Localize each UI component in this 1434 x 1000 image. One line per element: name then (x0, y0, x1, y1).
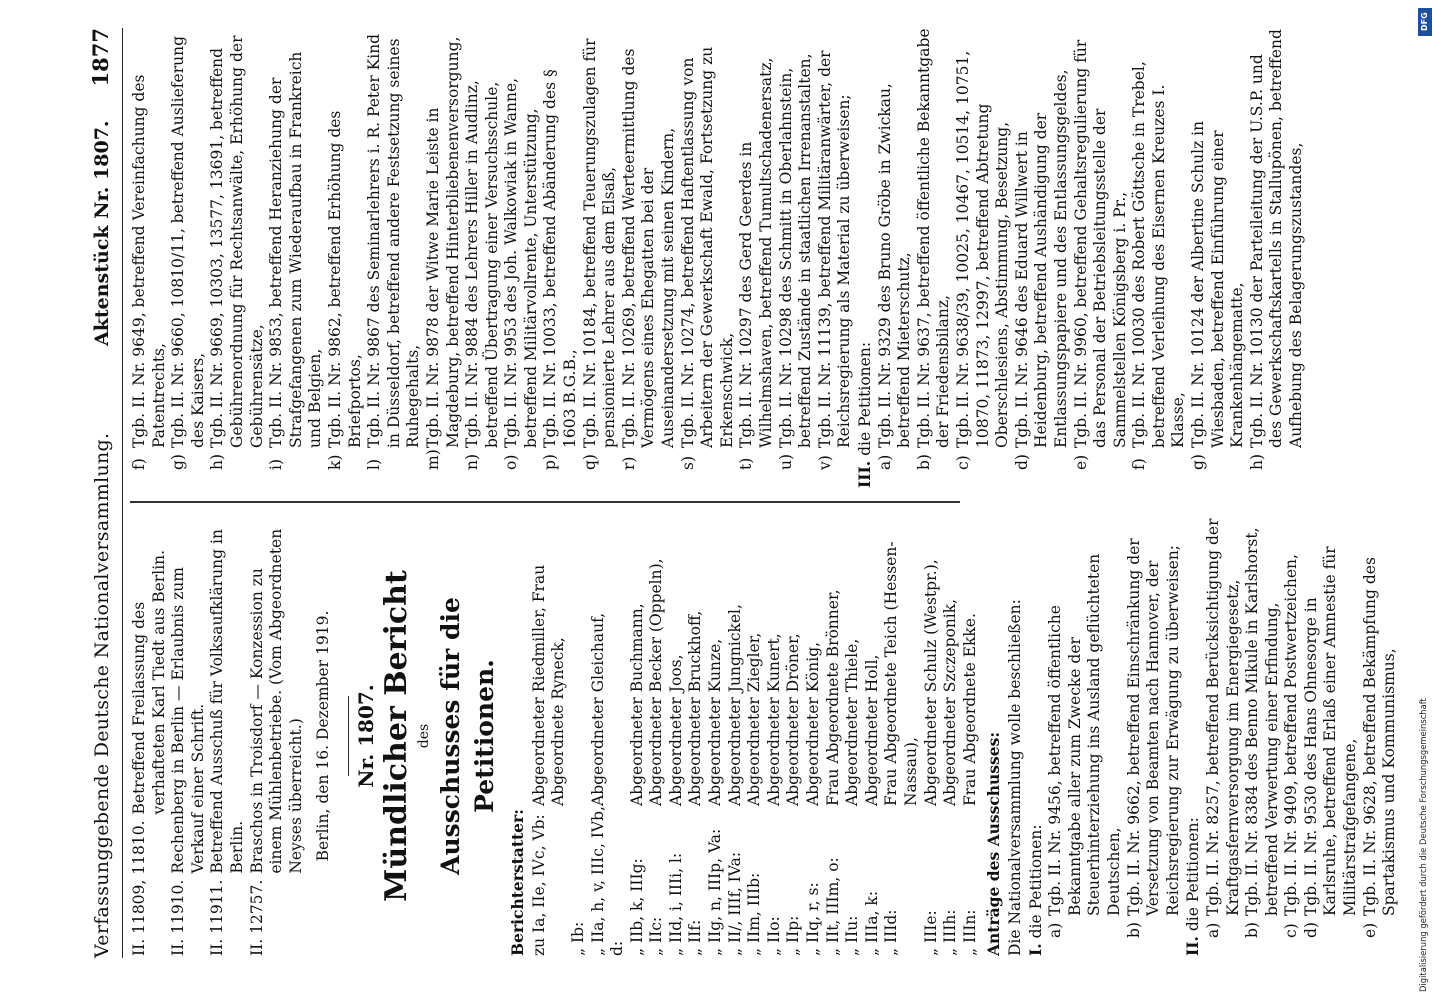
berichterstatter-row (843, 516, 863, 956)
reporter-code: „ II/, IIIf, IVa: (725, 851, 744, 956)
item-letter: l) (365, 458, 384, 470)
item-letter: s) (678, 455, 697, 470)
item-letter: f) (1130, 458, 1149, 470)
section-1-heading: I. die Petitionen: (1025, 824, 1045, 956)
item-letter: t) (737, 457, 756, 470)
berichterstatter-row (961, 516, 981, 956)
report-title: Mündlicher Bericht (378, 570, 414, 902)
reporter-code: „ IIq, r, s: (804, 882, 823, 956)
list-item (737, 28, 776, 470)
berichterstatter-row (647, 516, 667, 956)
item-letter: d) (1301, 922, 1320, 938)
list-item (541, 28, 580, 470)
section-2-heading: II. die Petitionen: (1183, 817, 1203, 956)
berichterstatter-row (726, 516, 746, 956)
item-text: Tgb. II. Nr. 10297 des Gerd Geerdes in Wilhelmshaven, betreffend Tumultschadenersatz, (737, 57, 775, 448)
item-letter: u) (776, 453, 795, 470)
header-title: Verfassunggebende Deutsche Nationalversammlung. (91, 432, 113, 958)
item-text: Tgb. II. Nr. 9953 des Joh. Walkowiak in Wanne, betreffend Militärvollrente, Unterstützung, (502, 77, 540, 448)
item-text: Tgb. II. Nr. 9669, 10303, 13577, 13691, betreffend Gebührenordnung für Rechtsanwälte, Erhöhung der Gebührensätze, (208, 35, 266, 448)
reporter-code: „ Ib: (568, 921, 587, 956)
item-text: Tgb. II. Nr. 9878 der Witwe Marie Leiste in Magdeburg, betreffend Hinterbliebenenversorgung, (423, 36, 462, 448)
item-letter: b) (914, 454, 933, 470)
column-divider (130, 502, 960, 504)
list-item (424, 28, 463, 470)
list-item (954, 28, 1013, 470)
item-letter: v) (815, 455, 834, 470)
page-number: 1877 (88, 28, 113, 87)
berichterstatter-row (589, 516, 628, 956)
reporter-code: „ IIb, k, IIIg: (627, 858, 646, 956)
list-item (169, 28, 208, 470)
reporter-name: Frau Abgeordnete Teich (Hessen-Nassau), (882, 541, 920, 806)
reporter-name: Abgeordneter Schulz (Westpr.), (921, 559, 940, 806)
reporter-code: zu Ia, IIe, IVc, Vb: (529, 814, 548, 956)
list-item (502, 28, 541, 470)
list-item (1125, 516, 1184, 938)
item-text: Tgb. II. Nr. 9884 des Lehrers Hiller in Audlinz, betreffend Übertragung einer Versuchsschule, (463, 80, 501, 448)
item-text: Tgb. II. Nr. 9530 des Hans Ohnesorge in Karlsruhe, betreffend Erlaß einer Amnestie für Militärstrafgefangene, (1301, 546, 1360, 916)
reporter-name: Abgeordneter Thiele, (843, 638, 862, 806)
berichterstatter-row (804, 516, 824, 956)
item-letter: k) (325, 454, 344, 470)
list-item (1243, 516, 1282, 938)
item-text: Tgb. II. Nr. 9637, betreffend öffentliche Bekanntgabe der Friedensbilanz, (914, 28, 953, 448)
item-text: Tgb. II. Nr. 9638/39, 10025, 10467, 10514, 10751, 10870, 11873, 12997, betreffend Abtretung Oberschlesiens, Abstimmung, Besetzung, (953, 50, 1012, 448)
item-text: Tgb. II. Nr. 9660, 10810/11, betreffend Auslieferung des Kaisers, (169, 35, 207, 448)
document-number: Nr. 1807. (353, 684, 378, 788)
item-letter: c) (1282, 923, 1301, 938)
item-letter: r) (619, 456, 638, 470)
item-text: Tgb. II. Nr. 9456, betreffend öffentliche Bekanntgabe aller zum Zwecke der Steuerhinterziehung ins Ausland geflüchteten Deutschen, (1046, 553, 1123, 916)
berichterstatter-list (530, 516, 981, 956)
list-item (876, 28, 915, 470)
item-letter: e) (1360, 922, 1379, 938)
berichterstatter-row (765, 516, 785, 956)
reporter-name: Frau Abgeordnete Ekke. (960, 613, 979, 806)
report-des: des (415, 723, 432, 749)
petition-text: Betreffend Ausschuß für Volksaufklärung in Berlin. (208, 529, 246, 874)
item-text: Tgb. II. Nr. 8257, betreffend Berücksichtigung der Kraftgasfernversorgung im Energiegesetz, (1203, 518, 1242, 916)
list-item (1130, 28, 1189, 470)
item-letter: b) (1243, 922, 1262, 938)
reporter-name: Abgeordneter Buchmann, (627, 603, 646, 806)
item-text: Tgb. II. Nr. 9862, betreffend Erhöhung des Briefportos, (325, 110, 364, 448)
section-2-list (1204, 516, 1400, 956)
list-item (365, 28, 424, 470)
section-2-continued-list (130, 28, 855, 488)
list-item (915, 28, 954, 470)
list-item (463, 28, 502, 470)
reporter-name (569, 516, 589, 806)
petition-number: II. 11809, 11810. (130, 820, 148, 956)
petition-text: Braschos in Troisdorf — Konzession zu einem Mühlenbetriebe. (Vom Abgeordneten Neyses überreicht.) (247, 528, 305, 874)
item-text: Tgb. II. Nr. 9329 des Bruno Gröbe in Zwickau, betreffend Mieterschutz, (875, 83, 914, 448)
right-column (130, 28, 1307, 488)
berichterstatter-row (922, 516, 942, 956)
item-text: Tgb. II. Nr. 9867 des Seminarlehrers i. R. Peter Kind in Düsseldorf, betreffend andere Festsetzung seines Ruhegehalts, (365, 33, 423, 448)
item-text: Tgb. II. Nr. 11139, betreffend Militäranwärter, der Reichsregierung als Material zu überweisen; (815, 50, 854, 448)
item-text: Tgb. II. Nr. 10269, betreffend Werteermittlung des Vermögens eines Ehegatten bei der Auseinandersetzung mit seinen Kindern, (619, 48, 678, 448)
list-item (1282, 516, 1302, 938)
reporter-code: „ IIc: (647, 916, 666, 956)
list-item (1248, 28, 1307, 470)
item-letter: n) (463, 453, 482, 470)
left-column (130, 516, 1400, 956)
item-letter: c) (953, 455, 972, 470)
reporter-name: Frau Abgeordnete Brönner, (823, 589, 842, 806)
petition-text: Rechenberg in Berlin — Erlaubnis zum Verkauf einer Schrift. (169, 567, 207, 874)
item-letter: h) (208, 453, 227, 470)
list-item (1072, 28, 1131, 470)
reporter-code: „ IId, i, IIIi, l: (666, 852, 685, 956)
berichterstatter-row (745, 516, 765, 956)
reporter-code: „ IIg, n, IIIp, Va: (706, 828, 725, 956)
berichterstatter-row (706, 516, 726, 956)
digitization-credit: Digitalisierung gefördert durch die Deutsche Forschungsgemeinschaft (1418, 698, 1428, 992)
reporter-name: Abgeordneter Becker (Oppeln), (647, 558, 666, 806)
item-letter: q) (580, 454, 599, 470)
reporter-code: „ IIu: (843, 915, 862, 956)
item-letter: g) (169, 454, 188, 470)
item-letter: h) (1247, 453, 1266, 470)
berichterstatter-row (569, 516, 589, 956)
petition-text: Betreffend Freilassung des verhafteten Karl Tiedt aus Berlin. (130, 549, 168, 815)
header-aktenstueck: Aktenstück Nr. 1807. (91, 120, 113, 347)
reporter-name: Abgeordneter Joos, (666, 654, 685, 806)
item-letter: e) (1071, 454, 1090, 470)
section-1-list (1046, 516, 1183, 956)
reporter-name: Abgeordneter Kunze, (706, 638, 725, 806)
reporter-code: „ IIp: (784, 915, 803, 956)
berichterstatter-row (863, 516, 883, 956)
berichterstatter-row (530, 516, 569, 956)
reporter-code: „ IIt, IIIm, o: (823, 857, 842, 956)
item-letter: g) (1189, 454, 1208, 470)
reporter-name: Abgeordneter Szczeponik, (941, 598, 960, 806)
item-text: Tgb. II. Nr. 10124 der Albertine Schulz in Wiesbaden, betreffend Einführung einer Krankenhängematte, (1189, 120, 1247, 448)
reporter-name: Abgeordneter Jungnickel, (725, 604, 744, 806)
berichterstatter-heading: Berichterstatter: (508, 809, 528, 956)
petition-number: II. 11910. (169, 879, 188, 956)
reporter-name: Abgeordneter Kunert, (764, 633, 783, 806)
reporter-code: „ IIo: (764, 916, 783, 956)
item-text: Tgb. II. Nr. 9628, betreffend Bekämpfung des Spartakismus und Kommunismus, (1360, 557, 1399, 916)
list-item (326, 28, 365, 470)
list-item (1189, 28, 1248, 470)
berichterstatter-row (667, 516, 687, 956)
reporter-name: Abgeordneter Ziegler, (745, 632, 764, 806)
reporter-code: „ IIId: (882, 909, 901, 956)
berichterstatter-row (628, 516, 648, 956)
reporter-name: Abgeordneter Gleichauf, (588, 612, 607, 806)
item-letter: d) (1012, 454, 1031, 470)
reporter-name: Abgeordneter König, (804, 641, 823, 806)
item-text: Tgb. II. Nr. 9649, betreffend Vereinfachung des Patentrechts, (130, 74, 168, 448)
list-item (1046, 516, 1124, 938)
reporter-code: „ IIIn: (960, 909, 979, 956)
item-letter: p) (541, 454, 560, 470)
berichterstatter-row (784, 516, 804, 956)
petition-item (130, 516, 169, 956)
reporter-code: „ IIIa, k: (862, 890, 881, 956)
item-text: Tgb. II. Nr. 9960, betreffend Gehaltsregulierung für das Personal der Betriebsleitungsstelle der Sammelstellen Königsberg i. Pr., (1071, 39, 1129, 448)
list-item (208, 28, 267, 470)
list-item (816, 28, 855, 470)
item-letter: a) (875, 454, 894, 470)
separator (348, 696, 349, 776)
date-line: Berlin, den 16. Dezember 1919. (314, 610, 333, 862)
item-text: Tgb. II. Nr. 9853, betreffend Heranziehung der Strafgefangenen zum Wiederaufbau in Frankreich und Belgien, (267, 51, 325, 448)
item-text: Tgb. II. Nr. 9409, betreffend Postwertzeichen, (1282, 554, 1301, 916)
reporter-code: „ IIf: (686, 919, 705, 956)
list-item (1204, 516, 1243, 938)
petition-number: II. 11911. (208, 879, 227, 956)
item-text: Tgb. II. Nr. 10184, betreffend Teuerungszulagen für pensionierte Lehrer aus dem Elsaß, (580, 38, 619, 448)
item-letter: a) (1046, 922, 1065, 938)
list-item (1302, 516, 1361, 938)
page-header (88, 28, 123, 958)
item-text: Tgb. II. Nr. 9646 des Eduard Willwert in Heidenburg, betreffend Aushändigung der Entlassungspapiere und des Entlassungsgeldes, (1012, 69, 1070, 448)
list-item (581, 28, 620, 470)
section-3-list (876, 28, 1307, 488)
reporter-code: „ IIIe: (921, 910, 940, 956)
item-text: Tgb. II. Nr. 10130 der Parteileitung der U.S.P. und des Gewerkschaftskartells in Stallupönen, betreffend Aufhebung des Belagerungszustandes, (1247, 29, 1306, 448)
item-text: Tgb. II. Nr. 10274, betreffend Haftentlassung von Arbeitern der Gewerkschaft Ewald, Fortsetzung zu Erkenschwick, (678, 46, 736, 448)
petition-item (169, 516, 208, 956)
item-letter: m) (423, 449, 442, 470)
list-item (620, 28, 679, 470)
document-page (30, 0, 1434, 1000)
section-3-heading: III. die Petitionen: (854, 341, 874, 488)
item-letter: b) (1124, 922, 1143, 938)
item-letter: o) (502, 454, 521, 470)
list-item (777, 28, 816, 470)
reporter-code: „ IIm, IIIb: (745, 872, 764, 956)
item-letter: a) (1203, 922, 1222, 938)
dfg-logo: DFG (1418, 8, 1432, 36)
antraege-intro: Die Nationalversammlung wolle beschließen: (1005, 599, 1024, 956)
item-letter: f) (130, 458, 148, 470)
berichterstatter-row (686, 516, 706, 956)
committee-title: Ausschusses für die Petitionen. (436, 597, 500, 875)
list-item (679, 28, 738, 470)
petition-number: II. 12757. (247, 879, 266, 956)
list-item (267, 28, 326, 470)
item-text: Tgb. II. Nr. 10033, betreffend Abänderung des § 1603 B.G.B., (541, 69, 580, 448)
berichterstatter-row (941, 516, 961, 956)
list-item (1361, 516, 1400, 938)
item-text: Tgb. II. Nr. 8384 des Benno Mikule in Karlshorst, betreffend Verwertung einer Erfindung, (1243, 527, 1281, 916)
list-item (1013, 28, 1072, 470)
item-letter: i) (267, 458, 286, 470)
item-text: Tgb. II. Nr. 10030 des Robert Göttsche in Trebel, betreffend Verleihung des Eisernen Kreuzes I. Klasse, (1130, 61, 1188, 448)
reporter-code: „ IIa, h, v, IIIc, IVb, d: (588, 806, 627, 956)
petition-item (248, 516, 307, 956)
reporter-name: Abgeordneter Bruckhoff, (686, 610, 705, 806)
list-item (130, 28, 169, 470)
petition-item (208, 516, 247, 956)
reporter-code: „ IIIh: (941, 909, 960, 956)
petition-list-top (130, 516, 306, 956)
antraege-heading: Anträge des Ausschusses: (984, 731, 1004, 956)
reporter-name: Abgeordneter Holl, (862, 654, 881, 806)
reporter-name: Abgeordneter Riedmiller, Frau Abgeordnete Ryneck, (529, 564, 568, 806)
berichterstatter-row (882, 516, 921, 956)
item-text: Tgb. II. Nr. 9662, betreffend Einschränkung der Versetzung von Beamten nach Hannover, der Reichsregierung zur Erwägung zu überweisen; (1124, 538, 1182, 916)
berichterstatter-row (824, 516, 844, 956)
item-text: Tgb. II. Nr. 10298 des Schmitt in Oberlahnstein, betreffend Zustände in staatlichen Irrenanstalten, (776, 53, 815, 448)
reporter-name: Abgeordneter Dröner, (784, 633, 803, 806)
